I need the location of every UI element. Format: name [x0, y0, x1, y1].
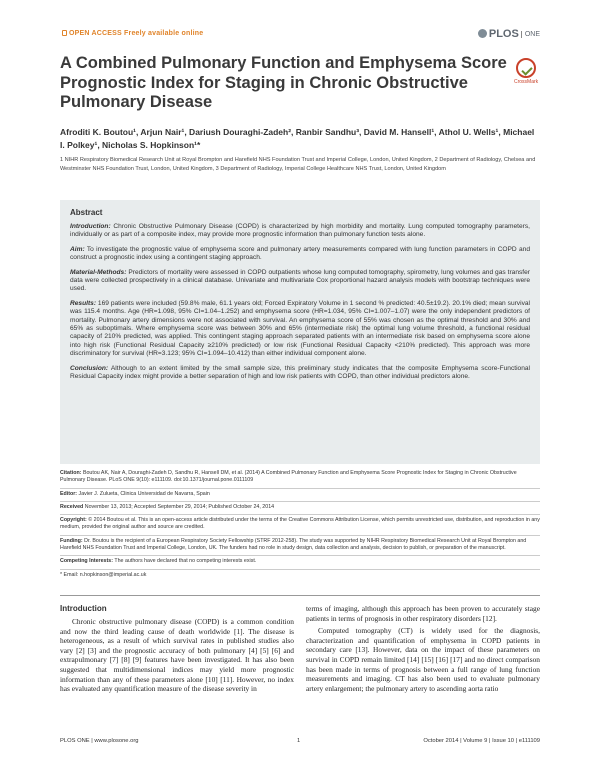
- author-list: Afroditi K. Boutou¹, Arjun Nair¹, Dariush Douraghi-Zadeh², Ranbir Sandhu³, David M. Hansell¹, Athol U. Wells¹, Michael I. Polkey¹, Nicholas S. Hopkinson¹*: [60, 127, 535, 150]
- footer-journal[interactable]: PLOS ONE | www.plosone.org: [60, 738, 139, 744]
- copyright-row: Copyright: © 2014 Boutou et al. This is an open-access article distributed under the terms of the Creative Commons Attribution License, which permits unrestricted use, distribution, and reproduction in any medium, provided the original author and source are credited.: [60, 515, 540, 536]
- page-number: 1: [297, 738, 301, 744]
- journal-logo: PLOS ONE: [478, 28, 540, 40]
- crossmark-label: CrossMark: [514, 79, 539, 85]
- body-paragraph: Chronic obstructive pulmonary disease (COPD) is a common condition and now the third leading cause of death worldwide [1]. The disease is heterogeneous, as a result of which survival rates in published studies also vary [2] [3] and the prognostic accuracy of both pulmonary [4] [5] [6] and extrapulmonary [7] [8] [9] features have been investigated. It has also been suggested that multidimensional indices may yield more prognostic information than any of these parameters alone [10] [11]. However, no index has evaluated any quantification measure of the disease severity in: [60, 617, 294, 694]
- body-column-left: [60, 617, 294, 694]
- page-header: [60, 28, 540, 44]
- section-divider: [60, 595, 540, 596]
- dates-row: Received November 13, 2013; Accepted September 29, 2014; Published October 24, 2014: [60, 502, 540, 515]
- affiliations: 1 NIHR Respiratory Biomedical Research Unit at Royal Brompton and Harefield NHS Foundation Trust and Imperial College, London, United Kingdom, 2 Department of Radiology, Chelsea and Westminster NHS Foundation Trust, London, United Kingdom, 3 Department of Radiology, Imperial College Healthcare NHS Trust, London, United Kingdom: [60, 157, 536, 172]
- body-paragraph: terms of imaging, although this approach has been proven to accurately stage patients in terms of prognosis in other respiratory disorders [12].: [306, 604, 540, 623]
- body-column-right: [306, 604, 540, 693]
- crossmark-badge[interactable]: [514, 58, 538, 85]
- open-access-label: OPEN ACCESS Freely available online: [60, 30, 203, 37]
- email-row[interactable]: * Email: n.hopkinson@imperial.ac.uk: [60, 571, 147, 578]
- article-metadata: [60, 468, 540, 582]
- editor-row: Editor: Javier J. Zulueta, Clinica Universidad de Navarra, Spain: [60, 489, 540, 502]
- introduction-heading: Introduction: [60, 604, 107, 613]
- abstract-aim: Aim: To investigate the prognostic value of emphysema score and pulmonary artery measurements compared with lung function parameters in COPD and construct a prognostic index using a contingent staging approach.: [70, 245, 530, 262]
- abstract-conclusion: Conclusion: Although to an extent limited by the small sample size, this preliminary study indicates that the composite Emphysema score-Functional Residual Capacity index might provide a better separation of high and low risk patients with COPD, than other individual predictors alone.: [70, 364, 530, 381]
- footer-issue: October 2014 | Volume 9 | Issue 10 | e111109: [423, 738, 540, 744]
- abstract-methods: Material-Methods: Predictors of mortality were assessed in COPD outpatients whose lung computed tomography, spirometry, lung volumes and gas transfer data were collected prospectively in a clinical database. Univariate and multivariate Cox proportional hazard analysis models with bootstrap techniques were used.: [70, 268, 530, 293]
- abstract-introduction: Introduction: Chronic Obstructive Pulmonary Disease (COPD) is characterized by high morbidity and mortality. Lung computed tomography parameters, individually or as part of a composite index, may provide more prognostic information than pulmonary function tests alone.: [70, 223, 530, 239]
- plos-logo-icon: [478, 29, 487, 38]
- article-title: A Combined Pulmonary Function and Emphysema Score Prognostic Index for Staging in Chronic Obstructive Pulmonary Disease: [60, 54, 507, 111]
- page-footer: [60, 738, 540, 748]
- crossmark-icon: [516, 58, 536, 78]
- abstract-results: Results: 169 patients were included (59.8% male, 61.1 years old; Forced Expiratory Volume in 1 second % predicted: 40.5±19.2). 20.1% died; mean survival was 115.4 months. Age (HR=1.098, 95% CI=1.04–1.252) and emphysema score (HR=1.034, 95% CI=1.007–1.07) were the only independent predictors of mortality. Pulmonary artery dimensions were not associated with survival. An emphysema score of 55% was chosen as the optimal threshold and 30% and 65% as suboptimals. Where emphysema score was between 30% and 65% (intermediate risk) the optimal lung volume threshold, a functional residual capacity of 210% predicted, was applied. This contingent staging approach separated patients with an intermediate risk based on emphysema score alone into high risk (Functional Residual Capacity ≥210% predicted) or low risk (Functional Residual Capacity <210% predicted). This approach was more discriminatory for survival (HR=3.123; 95% CI=1.094–10.412) than either individual component alone.: [70, 299, 530, 358]
- competing-interests-row: Competing Interests: The authors have declared that no competing interests exist.: [60, 556, 540, 569]
- funding-row: Funding: Dr. Boutou is the recipient of a European Respiratory Society Fellowship (STRF 2012-258). The study was supported by NIHR Respiratory Biomedical Research Unit at Royal Brompton and Harefield NHS Foundation Trust and Imperial College, London, UK. The funders had no role in study design, data collection and analysis, decision to publish, or preparation of the manuscript.: [60, 536, 540, 557]
- abstract-heading: Abstract: [70, 208, 103, 217]
- citation-row: Citation: Boutou AK, Nair A, Douraghi-Zadeh D, Sandhu R, Hansell DM, et al. (2014) A Combined Pulmonary Function and Emphysema Score Prognostic Index for Staging in Chronic Obstructive Pulmonary Disease. PLoS ONE 9(10): e111109. doi:10.1371/journal.pone.0111109: [60, 468, 540, 489]
- open-lock-icon: [62, 30, 67, 36]
- body-paragraph: Computed tomography (CT) is widely used for the diagnosis, characterization and quantification of emphysema in COPD patients in secondary care [13]. However, data on the impact of these parameters on survival in COPD remain limited [14] [15] [16] [17] and no direct comparison has been made in terms of prognosis between a full range of lung function measurements and imaging. CT has also been used to evaluate pulmonary artery enlargement; the pulmonary artery to ascending aorta ratio: [306, 626, 540, 693]
- abstract-box: [60, 200, 540, 464]
